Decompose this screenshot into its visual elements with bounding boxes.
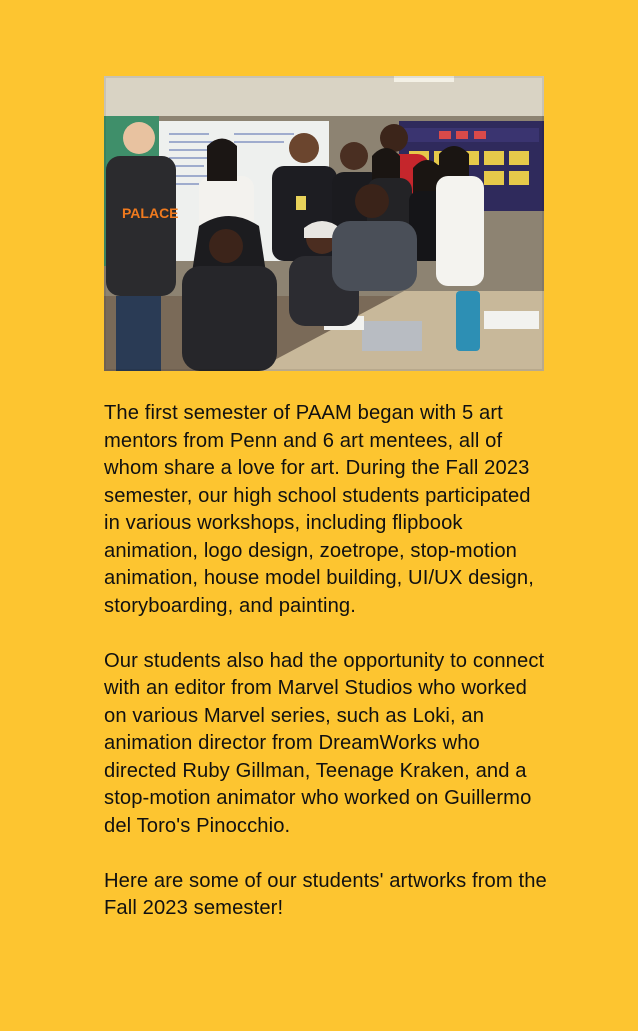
paragraph-intro: The first semester of PAAM began with 5 art mentors from Penn and 6 art mentees, all of whom share a love for art. During the Fall 2023 semester, our high school students participated in various workshops, including flipbook animation, logo design, zoetrope, stop-motion animation, house model building, UI/UX design, storyboarding, and painting. [104, 402, 534, 617]
article-body [104, 400, 549, 950]
group-photo [104, 76, 544, 371]
sweatshirt-print: PALACE [122, 205, 179, 221]
group-photo-illustration [104, 76, 544, 371]
paragraph-artworks-intro: Here are some of our students' artworks from the Fall 2023 semester! [104, 869, 547, 919]
paragraph-guest-speakers: Our students also had the opportunity to connect with an editor from Marvel Studios who worked on various Marvel series, such as Loki, an animation director from DreamWorks who directed Ruby Gillman, Teenage Kraken, and a stop-motion animator who worked on Guillermo del Toro's Pinocchio. [104, 649, 545, 837]
